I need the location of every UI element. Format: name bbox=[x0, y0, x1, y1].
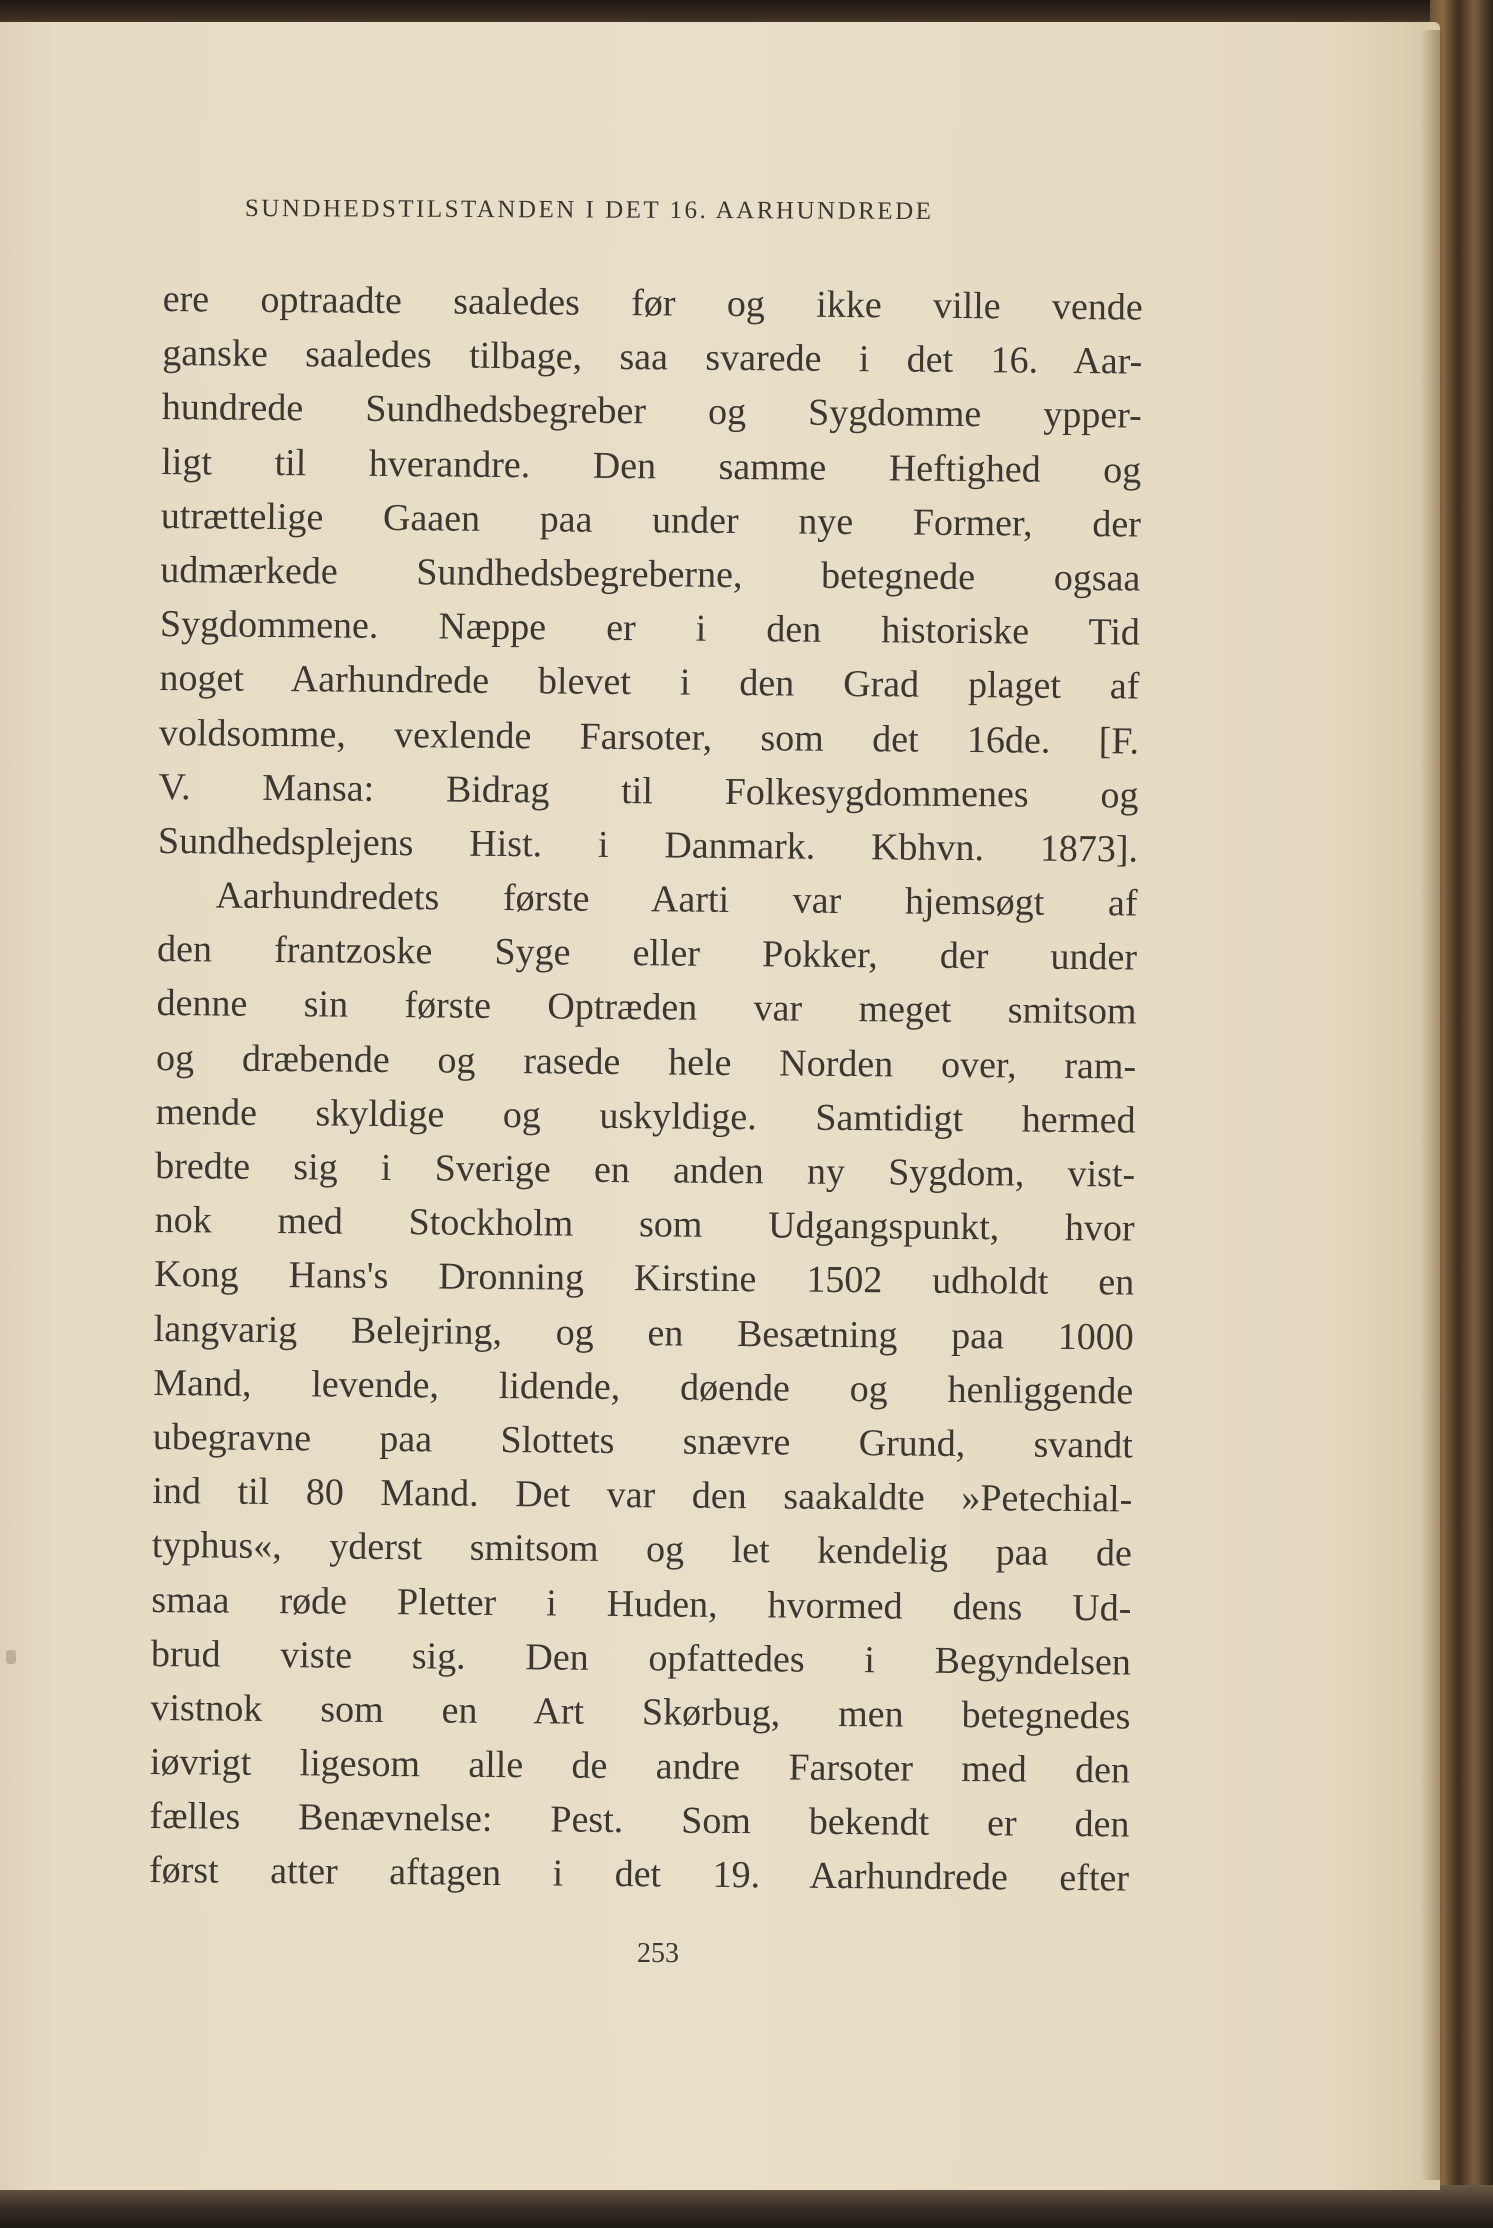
text-line: fælles Benævnelse: Pest. Som bekendt er den bbox=[149, 1795, 1130, 1846]
text-line: ganske saaledes tilbage, saa svarede i det 16. Aar- bbox=[162, 332, 1143, 383]
text-line: Sygdommene. Næppe er i den historiske Tid bbox=[159, 603, 1141, 654]
margin-smudge bbox=[6, 1650, 16, 1664]
book-board-bottom bbox=[0, 2185, 1493, 2228]
text-line: nok med Stockholm som Udgangspunkt, hvor bbox=[154, 1199, 1135, 1250]
text-line: og dræbende og rasede hele Norden over, ram- bbox=[155, 1036, 1137, 1088]
text-line: Aarhundredets første Aarti var hjemsøgt af bbox=[215, 874, 1138, 925]
page-edge-shadow bbox=[1420, 30, 1442, 2180]
text-line: ere optraadte saaledes før og ikke ville vende bbox=[162, 277, 1143, 329]
text-line: først atter aftagen i det 19. Aarhundrede efter bbox=[148, 1849, 1130, 1900]
text-line: brud viste sig. Den opfattedes i Begyndelsen bbox=[150, 1632, 1132, 1684]
text-line: hundrede Sundhedsbegreber og Sygdomme ypper- bbox=[161, 386, 1142, 437]
text-line: voldsomme, vexlende Farsoter, som det 16de. [F. bbox=[158, 711, 1140, 763]
text-line: V. Mansa: Bidrag til Folkesygdommenes og bbox=[158, 765, 1139, 817]
text-line: denne sin første Optræden var meget smitsom bbox=[156, 982, 1137, 1033]
text-line: utrættelige Gaaen paa under nye Former, der bbox=[160, 494, 1142, 546]
body-text bbox=[149, 272, 1143, 1906]
text-line: noget Aarhundrede blevet i den Grad plaget af bbox=[159, 657, 1140, 708]
running-head: SUNDHEDSTILSTANDEN I DET 16. AARHUNDREDE bbox=[244, 195, 934, 226]
text-line: ind til 80 Mand. Det var den saakaldte »Petechial- bbox=[152, 1470, 1133, 1521]
text-line: ubegravne paa Slottets snævre Grund, svandt bbox=[152, 1415, 1133, 1467]
text-line: ligt til hverandre. Den samme Heftighed og bbox=[161, 440, 1142, 492]
page-number: 253 bbox=[637, 1938, 679, 1969]
text-line: smaa røde Pletter i Huden, hvormed dens Ud- bbox=[151, 1578, 1132, 1630]
text-line: bredte sig i Sverige en anden ny Sygdom, vist- bbox=[155, 1144, 1136, 1196]
text-line: Sundhedsplejens Hist. i Danmark. Kbhvn. 1873]. bbox=[157, 819, 1139, 871]
text-line: udmærkede Sundhedsbegreberne, betegnede ogsaa bbox=[160, 548, 1141, 600]
text-line: Kong Hans's Dronning Kirstine 1502 udholdt en bbox=[154, 1253, 1135, 1304]
text-line: mende skyldige og uskyldige. Samtidigt hermed bbox=[155, 1090, 1136, 1142]
text-line: iøvrigt ligesom alle de andre Farsoter med den bbox=[149, 1741, 1131, 1792]
text-line: Mand, levende, lidende, døende og henliggende bbox=[153, 1361, 1134, 1413]
text-line: den frantzoske Syge eller Pokker, der under bbox=[156, 928, 1138, 979]
text-line: typhus«, yderst smitsom og let kendelig paa de bbox=[151, 1524, 1133, 1575]
text-line: langvarig Belejring, og en Besætning paa 1000 bbox=[153, 1307, 1134, 1359]
text-line: vistnok som en Art Skørbug, men betegnedes bbox=[150, 1686, 1131, 1738]
